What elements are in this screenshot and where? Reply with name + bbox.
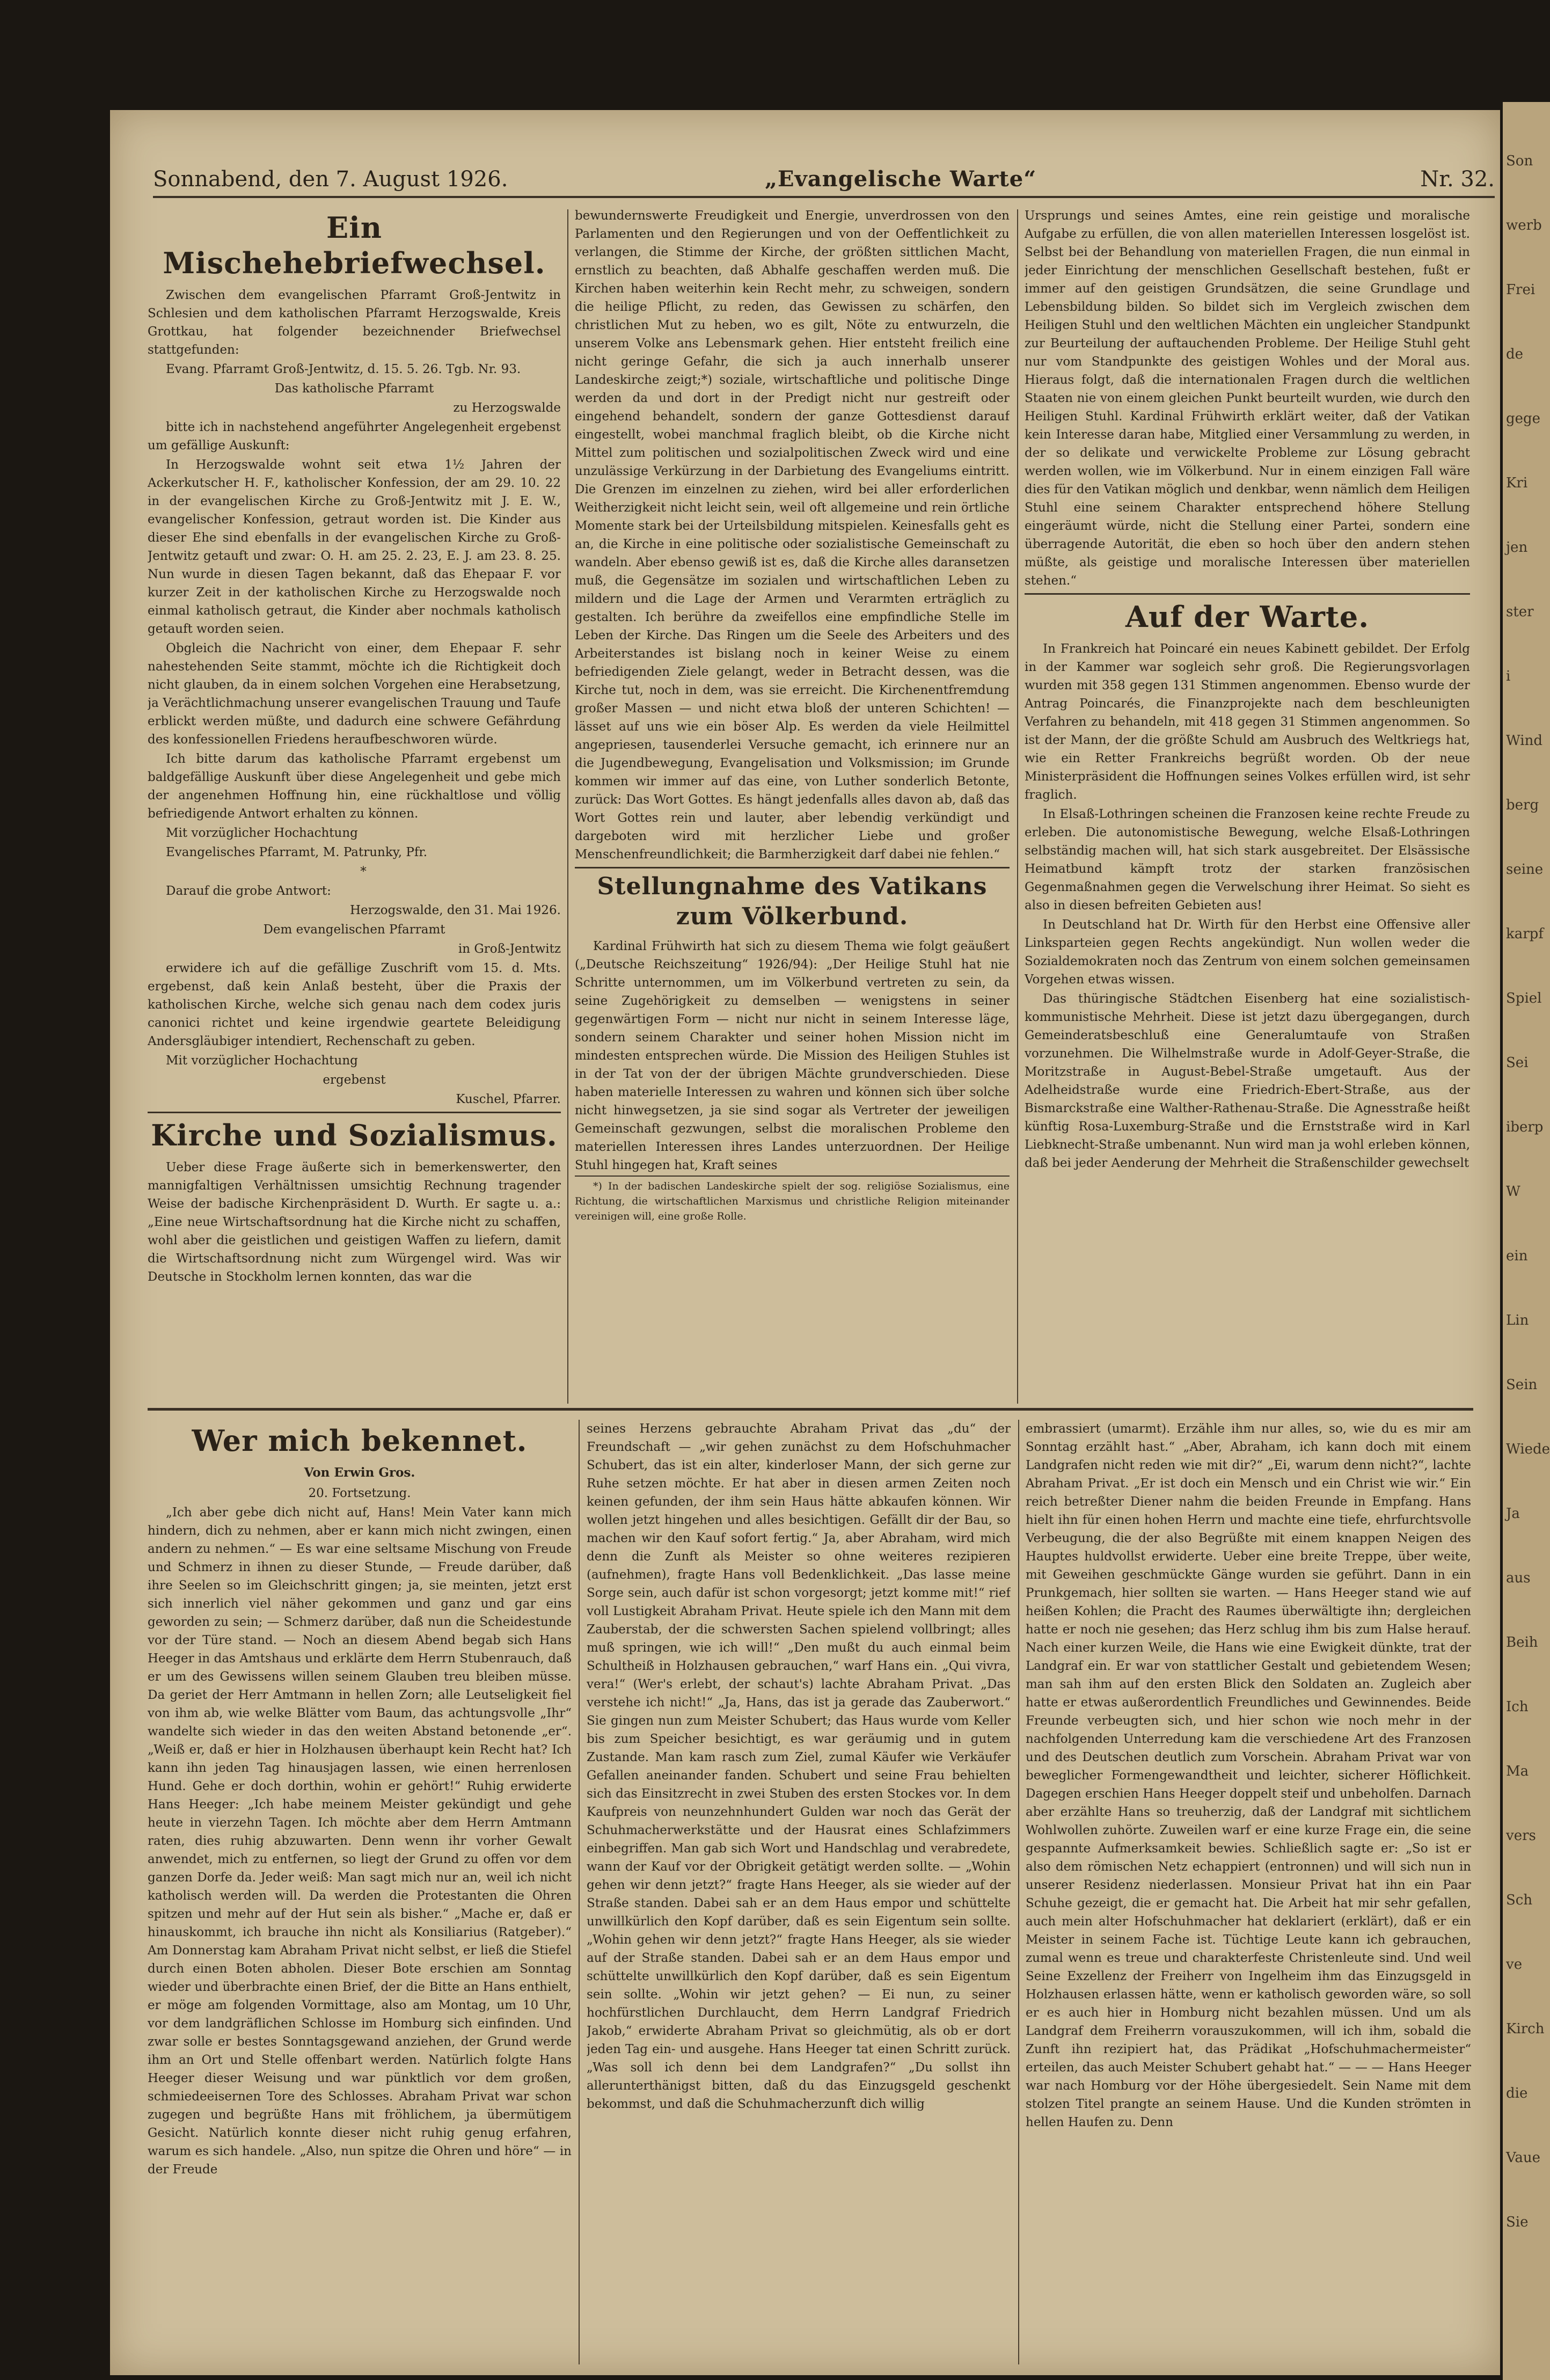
adjacent-page-fragment: Ja — [1506, 1506, 1520, 1522]
adjacent-page-fragment: Ma — [1506, 1763, 1529, 1779]
column-rule — [579, 1420, 580, 2364]
adjacent-page-fragment: Vaue — [1506, 2150, 1541, 2166]
letter-closing: Mit vorzüglicher Hochachtung — [166, 1054, 358, 1068]
paragraph: bitte ich in nachstehend angeführter Angelegenheit ergebenst um gefällige Auskunft: — [148, 420, 561, 452]
feuilleton-column-1 — [148, 1420, 572, 2364]
adjacent-page-fragment: Son — [1506, 153, 1533, 169]
letter-head: Evang. Pfarramt Groß-Jentwitz, d. 15. 5. 26. Tgb. Nr. 93. — [166, 362, 521, 376]
adjacent-page-fragment: Kri — [1506, 475, 1528, 491]
adjacent-page-fragment: W — [1506, 1184, 1520, 1200]
footnote: *) In der badischen Landeskirche spielt der sog. religiöse Sozialismus, eine Richtung, die wirtschaftlichen Marxismus und christliche Religion miteinander vereinigen will, eine große Rolle. — [575, 1176, 1010, 1224]
adjacent-page-fragment: Ich — [1506, 1699, 1529, 1715]
letter-signature: Evangelisches Pfarramt, M. Patrunky, Pfr. — [166, 845, 428, 859]
article-title-vatikan: Stellungnahme des Vatikans zum Völkerbund. — [575, 867, 1010, 932]
adjacent-page-fragment: ve — [1506, 1956, 1523, 1973]
adjacent-page-fragment: Spiel — [1506, 990, 1542, 1006]
feuilleton-title: Wer mich bekennet. — [192, 1423, 528, 1458]
issue-number: Nr. 32. — [1420, 167, 1495, 192]
adjacent-page-fragment: i — [1506, 668, 1511, 684]
adjacent-page-fragment: berg — [1506, 797, 1539, 813]
adjacent-page-fragment: Sie — [1506, 2214, 1529, 2230]
paragraph: Obgleich die Nachricht von einer, dem Ehepaar F. sehr nahestehenden Seite stammt, möchte ich die Richtigkeit doch nicht glauben, da in einem solchen Vorgehen eine Herabsetzung, ja Verächtlichmachung unserer evangelischen Trauung und Taufe erblickt werden müßte, und dadurch eine schwere Gefährdung des konfessionellen Friedens heraufbeschworen würde. — [148, 641, 561, 747]
letter-address: Das katholische Pfarramt — [274, 382, 434, 396]
paragraph: Kardinal Frühwirth hat sich zu diesem Thema wie folgt geäußert („Deutsche Reichszeitung“ 1926/94): „Der Heilige Stuhl hat nie Schritte unternommen, um im Völkerbund vertreten zu sein, da seine Zugehörigkeit zu demselben — wenigstens in seiner gegenwärtigen Form — nicht nur nicht in seinem Interesse läge, sondern seinem Charakter und seiner hohen Mission nicht im mindesten entsprechen würde. Die Mission des Heiligen Stuhles ist in der Tat von der der übrigen Mächte grundverschieden. Diese haben materielle Interessen zu wahren und können sich über solche nicht hinwegsetzen, ja sie sind sogar als Vertreter der jeweiligen Gemeinschaft gezwungen, selbst die moralischen Probleme den materiellen Interessen ihres Landes unterzuordnen. Der Heilige Stuhl hingegen hat, Kraft seines — [575, 939, 1010, 1172]
column-3 — [1025, 207, 1470, 1398]
paragraph: In Frankreich hat Poincaré ein neues Kabinett gebildet. Der Erfolg in der Kammer war sogleich sehr groß. Die Regierungsvorlagen wurden mit 358 gegen 131 Stimmen angenommen. Ebenso wurde der Antrag Poincarés, die Finanzprojekte nach dem beschleunigten Verfahren zu behandeln, mit 418 gegen 31 Stimmen angenommen. So ist der Mann, der die größte Schuld am Ausbruch des Weltkriegs hat, wie ein Retter Frankreichs begrüßt worden. Ob der neue Ministerpräsident die Hoffnungen seines Volkes erfüllen wird, ist sehr fraglich. — [1025, 642, 1470, 802]
adjacent-page-fragment: jen — [1506, 539, 1528, 556]
adjacent-page-fragment: Sein — [1506, 1377, 1538, 1393]
feuilleton-column-3 — [1026, 1420, 1471, 2364]
adjacent-page-fragment: Lin — [1506, 1312, 1529, 1328]
paragraph: In Herzogswalde wohnt seit etwa 1½ Jahren der Ackerkutscher H. F., katholischer Konfession, der am 29. 10. 22 in der evangelischen Kirche zu Groß-Jentwitz mit J. E. W., evangelischer Konfession, getraut worden ist. Die Kinder aus dieser Ehe sind ebenfalls in der evangelischen Kirche zu Groß-Jentwitz getauft und zwar: O. H. am 25. 2. 23, E. J. am 23. 8. 25. Nun wurde in diesen Tagen bekannt, daß das Ehepaar F. vor kurzer Zeit in der katholischen Kirche zu Herzogswalde noch einmal katholisch getraut, die Kinder aber nochmals katholisch getauft worden seien. — [148, 458, 561, 636]
feuilleton-column-2 — [587, 1420, 1011, 2364]
paragraph: erwidere ich auf die gefällige Zuschrift vom 15. d. Mts. ergebenst, daß kein Anlaß besteht, über die Praxis der katholischen Kirche, welche sich genau nach dem codex juris canonici richtet und keine irgendwie geartete Beleidigung Andersgläubiger intendiert, Rechenschaft zu geben. — [148, 961, 561, 1048]
adjacent-page-fragment: karpf — [1506, 926, 1544, 942]
letter-closing: ergebenst — [323, 1073, 386, 1087]
feuilleton-author: Von Erwin Gros. — [304, 1465, 415, 1480]
paragraph: Das thüringische Städtchen Eisenberg hat eine sozialistisch-kommunistische Mehrheit. Diese ist jetzt dazu übergegangen, durch Gemeinderatsbeschluß eine Generalumtaufe von Straßen vorzunehmen. Die Wilhelmstraße wurde in Adolf-Geyer-Straße, die Moritzstraße in August-Bebel-Straße umgetauft. Aus der Adelheidstraße wurde eine Friedrich-Ebert-Straße, aus der Bismarckstraße eine Walther-Rathenau-Straße. Die Agnesstraße heißt künftig Rosa-Luxemburg-Straße und die Ernststraße wird in Karl Liebknecht-Straße umbenannt. Nun wird man ja wohl erleben können, daß bei jeder Aenderung der Mehrheit die Straßenschilder gewechselt — [1025, 992, 1470, 1170]
letter-address: Dem evangelischen Pfarramt — [263, 923, 445, 937]
adjacent-page-fragment: gege — [1506, 411, 1541, 427]
article-title-auf-der-warte: Auf der Warte. — [1025, 593, 1470, 634]
paragraph: In Elsaß-Lothringen scheinen die Franzosen keine rechte Freude zu erleben. Die autonomistische Bewegung, welche Elsaß-Lothringen selbständig machen will, hat sich stark ausgebreitet. Der Elsässische Heimatbund kämpft trotz der starken französischen Gegenmaßnahmen gegen die Verwelschung ihrer Heimat. So sieht es also in diesen befreiten Gebieten aus! — [1025, 807, 1470, 912]
column-rule — [1017, 209, 1018, 1404]
adjacent-page-fragment: Sch — [1506, 1892, 1533, 1908]
paragraph: In Deutschland hat Dr. Wirth für den Herbst eine Offensive aller Linksparteien gegen Rechts angekündigt. Nun wollen weder die Sozialdemokraten noch das Zentrum von einem solchen gemeinsamen Vorgehen etwas wissen. — [1025, 918, 1470, 987]
newspaper-title: „Evangelische Warte“ — [765, 166, 1037, 192]
adjacent-page-fragment: Sei — [1506, 1055, 1529, 1071]
paragraph: Ich bitte darum das katholische Pfarramt ergebenst um baldgefällige Auskunft über diese Angelegenheit und gebe mich der angenehmen Hoffnung hin, eine rückhaltlose und völlig befriedigende Antwort erhalten zu können. — [148, 752, 561, 821]
paragraph: bewundernswerte Freudigkeit und Energie, unverdrossen von den Parlamenten und den Regierungen und von der Oeffentlichkeit zu verlangen, die Stimme der Kirche, der größten sittlichen Macht, ernstlich zu beachten, daß Abhalfe geschaffen werden muß. Die Kirchen haben weiterhin kein Recht mehr, zu schweigen, sondern die heilige Pflicht, zu reden, das Gewissen zu schärfen, den christlichen Mut zu heben, wo es gilt, Nöte zu entwurzeln, die unserem Volke ans Lebensmark gehen. Hier entsteht freilich eine nicht geringe Gefahr, die sich ja auch innerhalb unserer Landeskirche zeigt;*) soziale, wirtschaftliche und politische Dinge werden da und dort in der Predigt nicht nur gestreift oder eingehend behandelt, sondern der ganze Gottesdienst darauf eingestellt, wobei manchmal fraglich bleibt, ob die Kirche nicht Mittel zum politischen und sozialpolitischen Zweck wird und eine unzulässige Verkürzung in der Darbietung des Evangeliums eintritt. Die Grenzen im einzelnen zu ziehen, wird bei aller erforderlichen Weitherzigkeit nicht leicht sein, weil oft allgemeine und rein örtliche Momente stark bei der Urteilsbildung mitspielen. Keinesfalls geht es an, die Kirche in eine politische oder sozialistische Gemeinschaft zu wandeln. Aber ebenso gewiß ist es, daß die Kirche alles daransetzen muß, die Gegensätze im sozialen und wirtschaftlichen Leben zu mildern und die Lage der Armen und Verarmten erträglich zu gestalten. Ich berühre da zweifellos eine empfindliche Stelle im Leben der Kirche. Das Ringen um die Seele des Arbeiters und des Arbeiterstandes ist bislang noch in keiner Weise zu einem befriedigenden Ziele gelangt, weder in Betracht dessen, was die Kirche tut, noch in dem, was sie erreicht. Die Kirchenentfremdung großer Massen — und nicht etwa bloß der unteren Schichten! — lässet auf uns wie ein böser Alp. Es werden da viele Heilmittel angepriesen, tausenderlei Versuche gemacht, ich erinnere nur an die Jugendbewegung, Evangelisation und Volksmission; im Grunde kommen wir immer auf das eine, von Luther sonderlich Betonte, zurück: Das Wort Gottes. Es hängt jedenfalls alles davon ab, daß das Wort Gottes rein und lauter, aber lebendig verkündigt und dargeboten wird mit herzlicher Liebe und großer Menschenfreundlichkeit; die Barmherzigkeit darf dabei nie fehlen.“ — [575, 209, 1010, 862]
newspaper-page — [110, 110, 1500, 2375]
section-divider — [148, 1408, 1473, 1411]
letter-closing: Mit vorzüglicher Hochachtung — [166, 826, 358, 840]
adjacent-page-fragment: Beih — [1506, 1634, 1538, 1651]
feuilleton-installment: 20. Fortsetzung. — [308, 1486, 411, 1500]
adjacent-page-edge — [1503, 102, 1550, 2380]
paragraph: Ueber diese Frage äußerte sich in bemerkenswerter, den mannigfaltigen Verhältnissen umsichtig Rechnung tragender Weise der badische Kirchenpräsident D. Wurth. Er sagte u. a.: „Eine neue Wirtschaftsordnung hat die Kirche nicht zu schaffen, wohl aber die geistlichen und geistigen Waffen zu liefern, damit die Wirtschaftsordnung nicht zum Würgengel wird. Was wir Deutsche in Stockholm lernen konnten, das war die — [148, 1160, 561, 1284]
paragraph: „Ich aber gebe dich nicht auf, Hans! Mein Vater kann mich hindern, dich zu nehmen, aber er kann mich nicht zwingen, einen andern zu nehmen.“ — Es war eine seltsame Mischung von Freude und Schmerz in ihnen zu dieser Stunde, — Freude darüber, daß ihre Seelen so im Gleichschritt gingen; ja, sie meinten, jetzt erst sich innerlich viel näher gekommen und ganz und gar eins geworden zu sein; — Schmerz darüber, daß nun die Scheidestunde vor der Türe stand. — Noch an diesem Abend begab sich Hans Heeger in das Amtshaus und erklärte dem Herrn Stubenrauch, daß er um des Gewissens willen seinem Glauben treu bleiben müsse. Da geriet der Herr Amtmann in hellen Zorn; alle Leutseligkeit fiel von ihm ab, wie welke Blätter vom Baum, das achtungsvolle „Ihr“ wandelte sich wieder in das den weiten Abstand betonende „er“. „Weiß er, daß er hier in Holzhausen überhaupt kein Recht hat? Ich kann ihn jeden Tag hinausjagen lassen, wie einen herrenlosen Hund. Gehe er doch dorthin, wohin er gehört!“ Ruhig erwiderte Hans Heeger: „Ich habe meinem Meister gekündigt und gehe heute in vierzehn Tagen. Ich möchte aber dem Herrn Amtmann raten, dies ruhig abzuwarten. Denn wenn ihr vorher Gewalt anwendet, mich zu entfernen, so liegt der Grund zu offen vor dem ganzen Dorfe da. Jeder weiß: Man sagt mich nur an, weil ich nicht katholisch werden will. Da werden die Protestanten die Ohren spitzen und mehr auf der Hut sein als bisher.“ „Mache er, daß er hinauskommt, ich brauche ihn nicht als Konsiliarius (Ratgeber).“ Am Donnerstag kam Abraham Privat nicht selbst, er ließ die Stiefel durch einen Boten abholen. Dieser Bote erschien am Sonntag wieder und überbrachte einen Brief, der die Bitte an Hans enthielt, er möge am folgenden Vormittage, also am Montag, um 10 Uhr, vor dem landgräflichen Schlosse im Homburg sich einfinden. Und zwar solle er bestes Sonntagsgewand anziehen, der Grund werde ihm an Ort und Stelle offenbart werden. Natürlich folgte Hans Heeger dieser Weisung und war pünktlich vor dem großen, schmiedeeisernen Tore des Schlosses. Abraham Privat war schon zugegen und begrüßte Hans mit fröhlichem, ja übermütigem Gesicht. Natürlich konnte dieser nicht ruhig genug erfahren, warum es sich handele. „Also, nun spitze die Ohren und höre“ — in der Freude — [148, 1506, 572, 2177]
letter-address: in Groß-Jentwitz — [458, 942, 561, 956]
adjacent-page-fragment: vers — [1506, 1828, 1536, 1844]
column-2 — [575, 207, 1010, 1398]
letter-address: zu Herzogswalde — [453, 401, 561, 415]
adjacent-page-fragment: seine — [1506, 862, 1544, 878]
column-rule — [1018, 1420, 1019, 2364]
adjacent-page-fragment: ein — [1506, 1248, 1528, 1264]
adjacent-page-fragment: Wiede — [1506, 1441, 1550, 1457]
column-1 — [148, 207, 561, 1398]
answer-intro: Darauf die grobe Antwort: — [166, 884, 331, 898]
paragraph: Ursprungs und seines Amtes, eine rein geistige und moralische Aufgabe zu erfüllen, die von allen materiellen Interessen losgelöst ist. Selbst bei der Behandlung von materiellen Fragen, die nun einmal in jeder Einrichtung der menschlichen Gesellschaft bestehen, fußt er immer auf den geistigen Grundsätzen, die seine Grundlage und Lebensbildung bilden. So bildet sich im Vergleich zwischen dem Heiligen Stuhl und den weltlichen Mächten ein ungleicher Standpunkt zur Beurteilung der auftauchenden Probleme. Der Heilige Stuhl geht nur vom Standpunkte des geistigen Wohles und der Moral aus. Hieraus folgt, daß die internationalen Fragen durch die weltlichen Staaten nie von einem gleichen Punkt beurteilt wurden, wie durch den Heiligen Stuhl. Kardinal Frühwirth erklärt weiter, daß der Vatikan kein Interesse daran habe, Mitglied einer Versammlung zu werden, in der so delikate und verwickelte Probleme zur Lösung gebracht werden wollen, wie im Völkerbund. Nur in einem einzigen Fall wäre dies für den Vatikan möglich und denkbar, wenn nämlich dem Heiligen Stuhl eine seinem Charakter entsprechend höhere Stellung eingeräumt würde, nicht die Stellung einer Partei, sondern eine überragende Autorität, die eben so hoch über den andern stehen müßte, als geistige und moralische Interessen über materiellen stehen.“ — [1025, 209, 1470, 588]
article-title-mischehe: Ein Mischehebriefwechsel. — [163, 210, 546, 280]
adjacent-page-fragment: werb — [1506, 217, 1542, 233]
adjacent-page-fragment: ster — [1506, 604, 1534, 620]
letter-head: Herzogswalde, den 31. Mai 1926. — [350, 903, 561, 917]
issue-date: Sonnabend, den 7. August 1926. — [153, 167, 508, 192]
adjacent-page-fragment: de — [1506, 346, 1524, 362]
paragraph: seines Herzens gebrauchte Abraham Privat das „du“ der Freundschaft — „wir gehen zunächst zu dem Hofschuhmacher Schubert, das ist ein alter, kinderloser Mann, der sich gerne zur Ruhe setzen möchte. Er hat aber in diesen armen Zeiten noch keinen gefunden, der ihm sein Haus hätte abkaufen können. Wir wollen jetzt hingehen und alles besichtigen. Gefällt dir der Bau, so machen wir den Kauf sofort fertig.“ Ja, aber Abraham, wird mich denn die Zunft als Meister so ohne weiteres rezipieren (aufnehmen), fragte Hans voll Bedenklichkeit. „Das lasse meine Sorge sein, auch dafür ist schon vorgesorgt; jetzt komme mit!“ rief voll Lustigkeit Abraham Privat. Heute spiele ich den Mann mit dem Zauberstab, der die schwersten Sachen spielend vollbringt; alles muß springen, wie ich will!“ „Den mußt du auch einmal beim Schultheiß in Holzhausen gebrauchen,“ warf Hans ein. „Qui vivra, vera!“ (Wer's erlebt, der schaut's) lachte Abraham Privat. „Das verstehe ich nicht!“ „Ja, Hans, das ist ja gerade das Zauberwort.“ Sie gingen nun zum Meister Schubert; das Haus wurde vom Keller bis zum Speicher besichtigt, es war geräumig und in gutem Zustande. Man kam rasch zum Ziel, zumal Käufer wie Verkäufer Gefallen aneinander fanden. Schubert und seine Frau behielten sich das Einsitzrecht in zwei Stuben des ersten Stockes vor. In dem Kaufpreis von neunzehnhundert Gulden war noch das Gerät der Schuhmacherwerkstätte und der Hausrat eines Schlafzimmers einbegriffen. Man gab sich Wort und Handschlag und verabredete, wann der Kauf vor der Obrigkeit getätigt werden sollte. — „Wohin gehen wir denn jetzt?“ fragte Hans Heeger, als sie wieder auf der Straße standen. Dabei sah er an dem Haus empor und schüttelte unwillkürlich den Kopf darüber, daß es sein Eigentum sein sollte. „Wohin gehen wir denn jetzt?“ fragte Hans Heeger, als sie wieder auf der Straße standen. Dabei sah er an dem Haus empor und schüttelte unwillkürlich den Kopf darüber, daß es sein Eigentum sein sollte. „Wohin wir jetzt gehen? — Ei nun, zu seiner hochfürstlichen Durchlaucht, dem Herrn Landgraf Friedrich Jakob,“ erwiderte Abraham Privat so gleichmütig, als ob er dort jeden Tag ein- und ausgehe. Hans Heeger tat einen Schritt zurück. „Was soll ich denn bei dem Landgrafen?“ „Du sollst ihn allerunterthänigst bitten, daß du das Einzugsgeld geschenkt bekommst, und daß die Schuhmacherzunft dich willig — [587, 1422, 1011, 2111]
masthead — [153, 164, 1495, 198]
adjacent-page-fragment: Frei — [1506, 282, 1536, 298]
column-rule — [567, 209, 568, 1404]
adjacent-page-fragment: Kirch — [1506, 2021, 1545, 2037]
separator-star: * — [360, 865, 367, 879]
adjacent-page-fragment: aus — [1506, 1570, 1531, 1586]
paragraph: embrassiert (umarmt). Erzähle ihm nur alles, so, wie du es mir am Sonntag erzählt hast.“ „Aber, Abraham, ich kann doch mit einem Landgrafen nicht reden wie mit dir?“ „Ei, warum denn nicht?“, lachte Abraham Privat. „Er ist doch ein Mensch und ein Christ wie wir.“ Ein reich betreßter Diener nahm die beiden Freunde in Empfang. Hans hielt ihn für einen hohen Herrn und machte eine tiefe, ehrfurchtsvolle Verbeugung, die der also Begrüßte mit einem knappen Neigen des Hauptes huldvollst erwiderte. Ueber eine breite Treppe, über weite, mit Geweihen geschmückte Gänge wurden sie geführt. Dann in ein Prunkgemach, hier sollten sie warten. — Hans Heeger stand wie auf heißen Kohlen; die Pracht des Raumes überwältigte ihn; dergleichen hatte er noch nie gesehen; das Herz schlug ihm bis zum Halse herauf. Nach einer kurzen Weile, die Hans wie eine Ewigkeit dünkte, trat der Landgraf ein. Er war von stattlicher Gestalt und gebietendem Wesen; man sah ihm auf den ersten Blick den Soldaten an. Zugleich aber hatte er etwas außerordentlich Freundliches und Gewinnendes. Beide Freunde verbeugten sich, und hier schon wie noch mehr in der nachfolgenden Unterredung kam die verschiedene Art des Franzosen und des Deutschen deutlich zum Vorschein. Abraham Privat war von beweglicher Formengewandtheit und leichter, sicherer Höflichkeit. Dagegen erschien Hans Heeger doppelt steif und unbeholfen. Darnach aber erzählte Hans so treuherzig, daß der Landgraf mit sichtlichem Wohlwollen zuhörte. Zuweilen warf er eine kurze Frage ein, die seine gespannte Aufmerksamkeit bewies. Schließlich sagte er: „So ist er also dem römischen Netz echappiert (entronnen) und will sich nun in unserer Residenz niederlassen. Monsieur Privat hat ihn ein Paar Schuhe gezeigt, die er gemacht hat. Die Arbeit hat mir sehr gefallen, auch mein alter Hofschuhmacher hat deklariert (erklärt), daß er ein Meister in seinem Fache ist. Tüchtige Leute kann ich gebrauchen, zumal wenn es treue und charakterfeste Christenleute sind. Und weil Seine Exzellenz der Freiherr von Ingelheim ihm das Einzugsgeld in Holzhausen erlassen hätte, wenn er katholisch geworden wäre, so soll er es auch hier in Homburg nicht bezahlen müssen. Und um als Landgraf dem Freiherrn vorauszukommen, will ich ihm, sobald die Zunft ihn rezipiert hat, das Prädikat „Hofschuhmachermeister“ erteilen, das auch Meister Schubert gehabt hat.“ — — — Hans Heeger war nach Homburg vor der Höhe übergesiedelt. Sein Name mit dem stolzen Titel prangte an seinem Hause. Und die Kunden strömten in hellen Haufen zu. Denn — [1026, 1422, 1471, 2129]
paragraph: Zwischen dem evangelischen Pfarramt Groß-Jentwitz in Schlesien und dem katholischen Pfarramt Herzogswalde, Kreis Grottkau, hat folgender bezeichnender Briefwechsel stattgefunden: — [148, 288, 561, 357]
adjacent-page-fragment: iberp — [1506, 1119, 1544, 1135]
adjacent-page-fragment: die — [1506, 2085, 1528, 2101]
adjacent-page-fragment: Wind — [1506, 733, 1542, 749]
article-title-kirche-sozialismus: Kirche und Sozialismus. — [148, 1112, 561, 1153]
letter-signature: Kuschel, Pfarrer. — [456, 1092, 561, 1106]
